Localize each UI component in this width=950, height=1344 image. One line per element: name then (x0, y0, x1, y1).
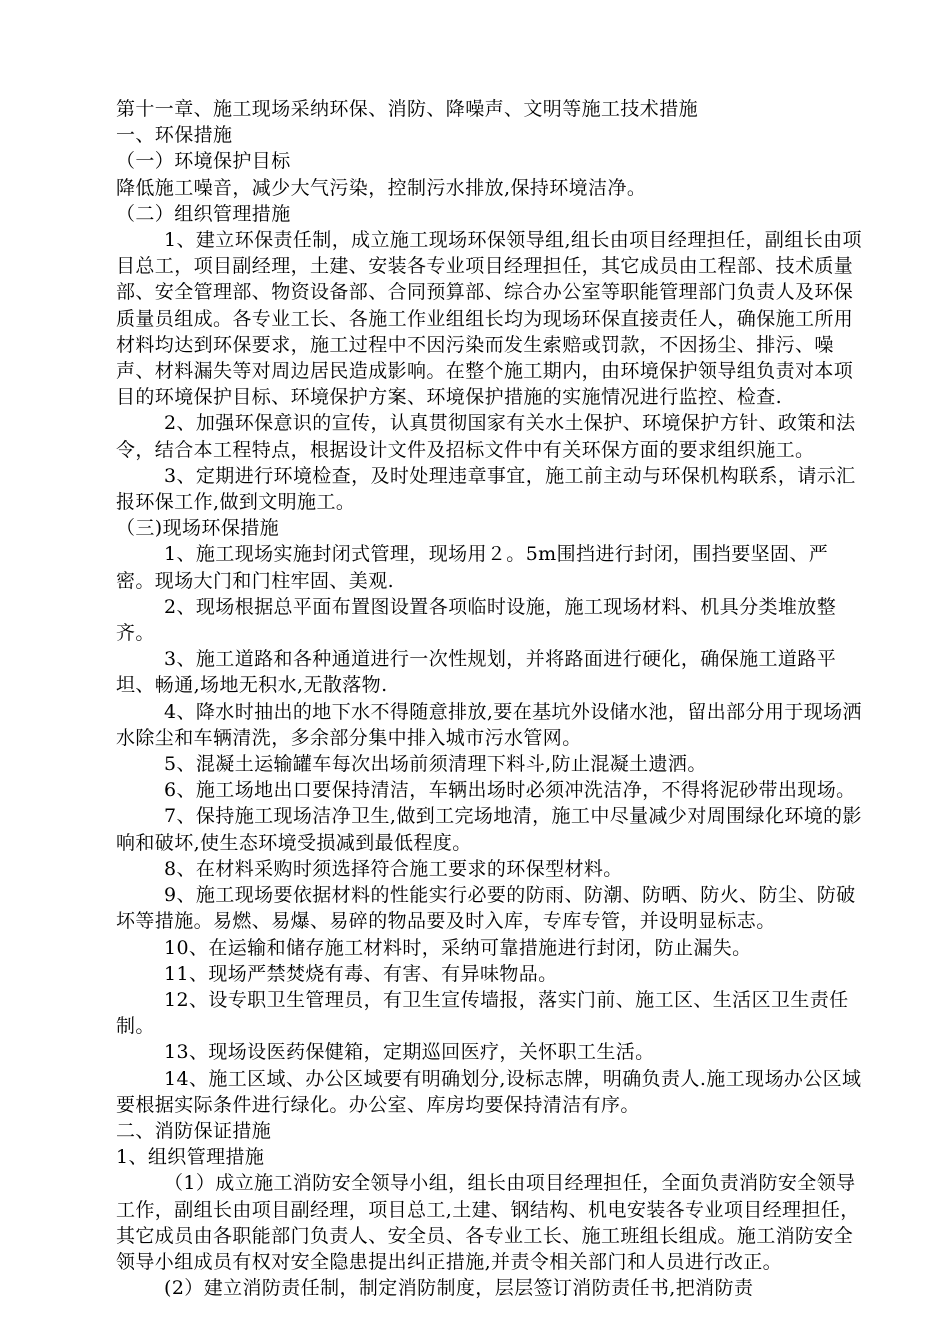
section-heading-fire: 二、消防保证措施 (116, 1119, 272, 1142)
subsection-heading-goal: （一）环境保护目标 (116, 150, 291, 173)
paragraph: 12、设专职卫生管理员，有卫生宣传墙报，落实门前、施工区、生活区卫生责任制。 (116, 988, 849, 1038)
paragraph: 8、在材料采购时须选择符合施工要求的环保型材料。 (164, 857, 623, 880)
paragraph: 3、施工道路和各种通道进行一次性规划，并将路面进行硬化，确保施工道路平坦、畅通,场地无积水,无散落物. (116, 648, 837, 697)
subsection-heading-fire-management: 1、组织管理措施 (116, 1146, 265, 1169)
paragraph: 1、施工现场实施封闭式管理，现场用２。5m围挡进行封闭，围挡要坚固、严密。现场大门和门柱牢固、美观. (116, 543, 829, 592)
paragraph: 5、混凝土运输罐车每次出场前须清理下料斗,防止混凝土遗洒。 (164, 753, 707, 776)
paragraph: (2）建立消防责任制，制定消防制度，层层签订消防责任书,把消防责 (164, 1277, 754, 1300)
paragraph-goal: 降低施工噪音，减少大气污染，控制污水排放,保持环境洁净。 (116, 176, 647, 199)
paragraph: 2、现场根据总平面布置图设置各项临时设施，施工现场材料、机具分类堆放整齐。 (116, 595, 837, 645)
paragraph: 10、在运输和储存施工材料时，采纳可靠措施进行封闭，防止漏失。 (164, 936, 752, 959)
paragraph: 6、施工场地出口要保持清洁，车辆出场时必须冲洗洁净，不得将泥砂带出现场。 (164, 779, 856, 802)
paragraph: 1、建立环保责任制，成立施工现场环保领导组,组长由项目经理担任，副组长由项目总工，项目副经理，土建、安装各专业项目经理担任，其它成员由工程部、技术质量部、安全管理部、物资设备部、合同预算部、综合办公室等职能管理部门负责人及环保质量员组成。各专业工长、各施工作业组组长均为现场环保直接责任人，确保施工所用材料均达到环保要求，施工过程中不因污染而发生索赔或罚款，不因扬尘、排污、噪声、材料漏失等对周边居民造成影响。在整个施工期内，由环境保护领导组负责对本项目的环境保护目标、环境保护方案、环境保护措施的实施情况进行监控、检查. (116, 229, 862, 409)
paragraph: 11、现场严禁焚烧有毒、有害、有异味物品。 (164, 962, 558, 985)
paragraph: 14、施工区域、办公区域要有明确划分,设标志牌，明确负责人.施工现场办公区域要根据实际条件进行绿化。办公室、库房均要保持清洁有序。 (116, 1067, 862, 1116)
chapter-title: 第十一章、施工现场采纳环保、消防、降噪声、文明等施工技术措施 (116, 98, 699, 120)
paragraph: （1）成立施工消防安全领导小组，组长由项目经理担任，全面负责消防安全领导工作，副组长由项目副经理，项目总工,土建、钢结构、机电安装各专业项目经理担任，其它成员由各职能部门负责人、安全员、各专业工长、施工班组长组成。施工消防安全领导小组成员有权对安全隐患提出纠正措施,并责令相关部门和人员进行改正。 (116, 1172, 860, 1273)
section-heading-environmental: 一、环保措施 (116, 124, 233, 147)
subsection-heading-site: （三)现场环保措施 (116, 517, 280, 540)
paragraph: 2、加强环保意识的宣传，认真贯彻国家有关水土保护、环境保护方针、政策和法令，结合本工程特点，根据设计文件及招标文件中有关环保方面的要求组织施工。 (116, 412, 856, 461)
document-body (116, 96, 866, 1301)
paragraph: 7、保持施工现场洁净卫生,做到工完场地清，施工中尽量减少对周围绿化环境的影响和破坏,使生态环境受损减到最低程度。 (116, 805, 862, 854)
paragraph: 9、施工现场要依据材料的性能实行必要的防雨、防潮、防晒、防火、防尘、防破坏等措施。易燃、易爆、易碎的物品要及时入库，专库专管，并设明显标志。 (116, 884, 856, 933)
paragraph: 13、现场设医药保健箱，定期巡回医疗，关怀职工生活。 (164, 1041, 655, 1064)
subsection-heading-management: （二）组织管理措施 (116, 202, 291, 225)
paragraph: 3、定期进行环境检查，及时处理违章事宜，施工前主动与环保机构联系，请示汇报环保工作,做到文明施工。 (116, 464, 856, 514)
paragraph: 4、降水时抽出的地下水不得随意排放,要在基坑外设储水池，留出部分用于现场洒水除尘和车辆清洗，多余部分集中排入城市污水管网。 (116, 700, 862, 749)
